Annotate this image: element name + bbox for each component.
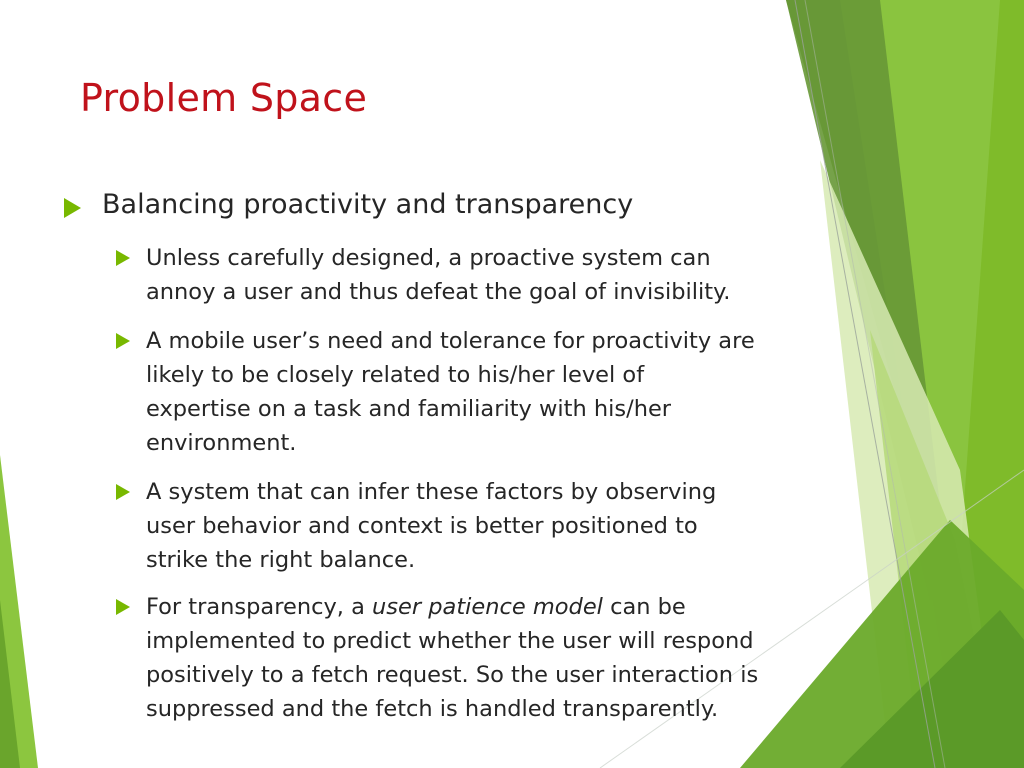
sub-bullet-transparency [116, 590, 856, 726]
text-line: likely to be closely related to his/her level of [146, 362, 645, 388]
text-line: strike the right balance. [146, 547, 416, 573]
emphasis-user-patience-model: user patience model [372, 594, 603, 620]
sub-bullet-text [146, 590, 881, 726]
triangle-bullet-icon [64, 198, 81, 218]
bullet-text: Balancing proactivity and transparency [102, 189, 634, 220]
text-segment: For transparency, a [146, 594, 373, 620]
text-line: A mobile user’s need and tolerance for proactivity are [146, 328, 755, 354]
sub-bullet-text [146, 324, 881, 460]
text-line: suppressed and the fetch is handled transparently. [146, 696, 719, 722]
sub-bullet-system-infer [116, 475, 856, 577]
text-line: annoy a user and thus defeat the goal of invisibility. [146, 279, 731, 305]
text-line: A system that can infer these factors by observing [146, 479, 717, 505]
text-line: expertise on a task and familiarity with his/her [146, 396, 672, 422]
triangle-bullet-icon [116, 484, 130, 500]
text-line: implemented to predict whether the user will respond [146, 628, 754, 654]
sub-bullet-text [146, 241, 881, 309]
text-line: environment. [146, 430, 297, 456]
text-line: positively to a fetch request. So the user interaction is [146, 662, 759, 688]
text-segment: can be [602, 594, 686, 620]
triangle-bullet-icon [116, 599, 130, 615]
slide-title: Problem Space [80, 76, 368, 120]
text-line: user behavior and context is better positioned to [146, 513, 698, 539]
text-line: Unless carefully designed, a proactive system can [146, 245, 711, 271]
sub-bullet-text [146, 475, 881, 577]
triangle-bullet-icon [116, 250, 130, 266]
triangle-bullet-icon [116, 333, 130, 349]
sub-bullet-mobile-user [116, 324, 856, 460]
sub-bullet-unless [116, 241, 856, 309]
